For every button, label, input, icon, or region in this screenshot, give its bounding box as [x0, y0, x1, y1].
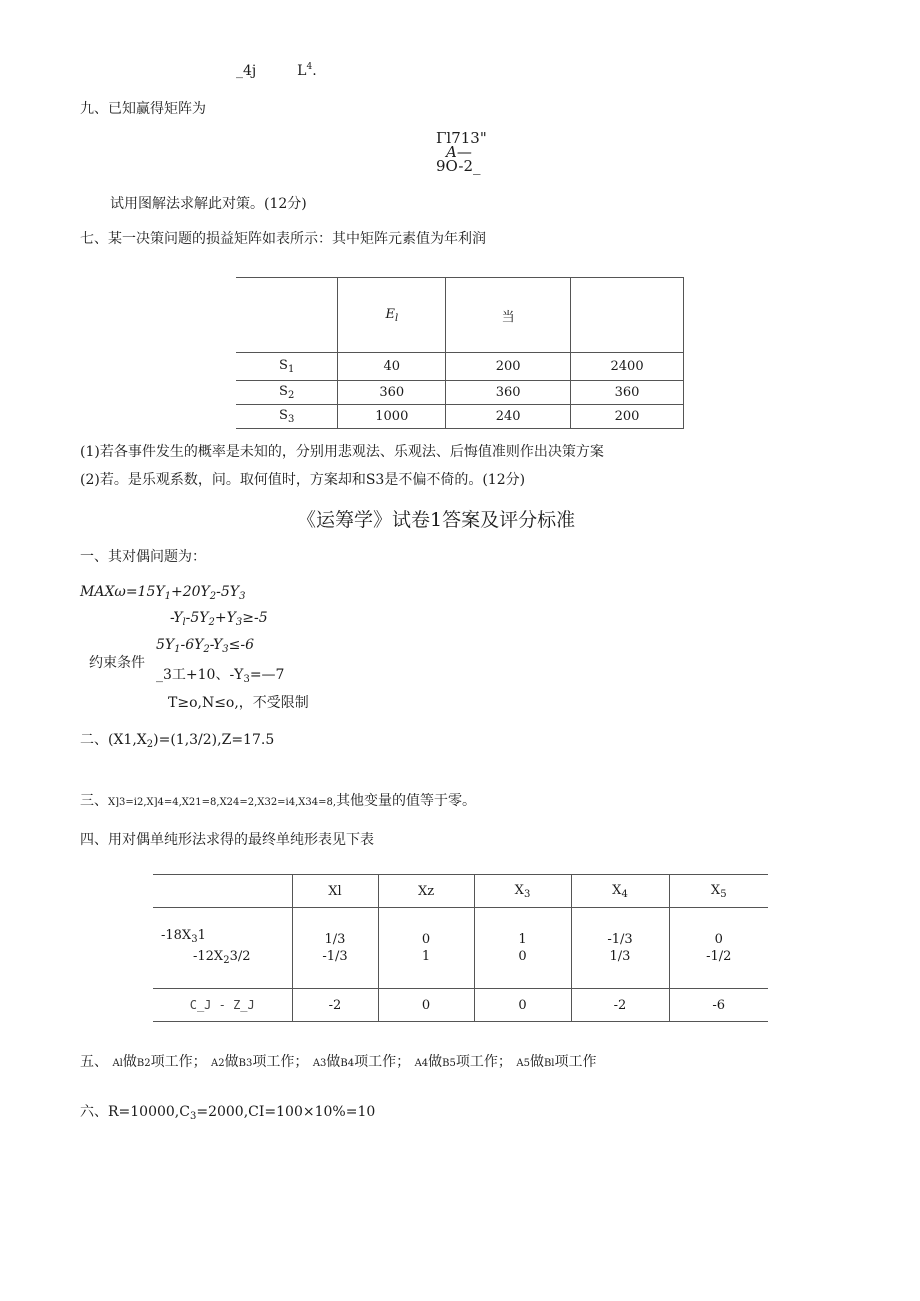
q7-part2: (2)若。是乐观系数，问。取何值时，方案却和S3是不偏不倚的。(12分) — [80, 472, 526, 488]
a3-text: 三、X]3=i2,X]4=4,X21=8,X24=2,X32=i4,X34=8,其他变量的值等于零。 — [80, 793, 477, 809]
table-cell: 40 — [338, 353, 446, 381]
table-cell: -6 — [669, 989, 768, 1022]
row-label: $S_3$ — [236, 405, 338, 429]
q7-part1: (1)若各事件发生的概率是未知的，分别用悲观法、乐观法、后悔值准则作出决策方案 — [80, 444, 604, 460]
a1-constraint-3: _3工+10、$-Y_3=—7$ — [156, 667, 285, 685]
header-cell: $X_4$ — [571, 875, 669, 908]
table-cell: 2400 — [571, 353, 684, 381]
a2-text: 二、$(X1,X_2)=(1,3/2),Z=17.5$ — [80, 732, 275, 750]
a1-objective: $MAX\omega=15Y_1+20Y_2-5Y_3$ — [80, 584, 246, 602]
table-cell: -2 — [292, 989, 378, 1022]
footer-label: C_J - Z_J — [153, 989, 292, 1022]
table-cell: 1/3 -1/3 — [292, 908, 378, 989]
table-header-row — [236, 278, 684, 353]
table-cell: 240 — [446, 405, 571, 429]
a1-constraint-2: $5Y_1-6Y_2-Y_3\le-6$ — [156, 637, 254, 655]
table-cell: 360 — [338, 381, 446, 405]
table-cell: 0 — [378, 989, 474, 1022]
a5-text: 五、 Al做B2项工作； A2做B3项工作； A3做B4项工作； A4做B5项工作； A5做Bl项工作 — [80, 1054, 597, 1070]
q9-label: 九、已知赢得矩阵为 — [80, 101, 206, 117]
table-cell: 1 0 — [474, 908, 571, 989]
table-cell: 0 -1/2 — [669, 908, 768, 989]
a1-constraint-1: $-Y_l-5Y_2+Y_3\ge-5$ — [170, 610, 268, 628]
matrix-line-3: 9O-2_ — [436, 157, 481, 175]
fragment-b: L — [297, 63, 307, 79]
simplex-table — [153, 874, 768, 1022]
header-cell — [153, 875, 292, 908]
table-cell: -2 — [571, 989, 669, 1022]
q9-matrix — [436, 131, 487, 173]
table-cell: 0 — [474, 989, 571, 1022]
header-cell: $E_l$ — [338, 278, 446, 353]
header-cell — [571, 278, 684, 353]
q7-label: 七、某一决策问题的损益矩阵如表所示：其中矩阵元素值为年利润 — [80, 231, 486, 247]
header-cell: 当 — [446, 278, 571, 353]
table-cell: 200 — [571, 405, 684, 429]
header-cell: $X_3$ — [474, 875, 571, 908]
table-row — [236, 353, 684, 381]
simplex-footer-row — [153, 989, 768, 1022]
header-cell — [236, 278, 338, 353]
table-cell: 360 — [571, 381, 684, 405]
payoff-matrix-table — [236, 277, 684, 429]
header-cell: Xl — [292, 875, 378, 908]
fragment-a: _4j — [236, 63, 257, 79]
matrix-line-1: Γl713" — [436, 129, 487, 147]
a1-label: 一、其对偶问题为： — [80, 549, 206, 565]
simplex-body-row — [153, 908, 768, 989]
row-label: $S_2$ — [236, 381, 338, 405]
simplex-header-row — [153, 875, 768, 908]
table-cell: 200 — [446, 353, 571, 381]
a4-label: 四、用对偶单纯形法求得的最终单纯形表见下表 — [80, 832, 374, 848]
header-cell: $X_5$ — [669, 875, 768, 908]
table-cell: -1/3 1/3 — [571, 908, 669, 989]
table-row — [236, 405, 684, 429]
row-label: $S_1$ — [236, 353, 338, 381]
a1-constraint-4: T≥o,N≤o,，不受限制 — [168, 695, 309, 711]
q9-instruction: 试用图解法求解此对策。(12分) — [110, 196, 307, 212]
constraint-label: 约束条件 — [89, 655, 145, 671]
matrix-line-2: A— — [446, 143, 472, 161]
table-row — [236, 381, 684, 405]
a6-text: 六、$R=10000,C_3=2000,CI=100\times 10\%=10$ — [80, 1104, 376, 1122]
table-cell: 360 — [446, 381, 571, 405]
top-fragment: _4j $L^4$. — [236, 62, 317, 79]
table-cell: 1000 — [338, 405, 446, 429]
answer-title: 《运筹学》试卷1答案及评分标准 — [297, 509, 576, 531]
header-cell: Xz — [378, 875, 474, 908]
basis-labels: $-18X_31$ $-12X_23/2$ — [153, 908, 292, 989]
table-cell: 0 1 — [378, 908, 474, 989]
